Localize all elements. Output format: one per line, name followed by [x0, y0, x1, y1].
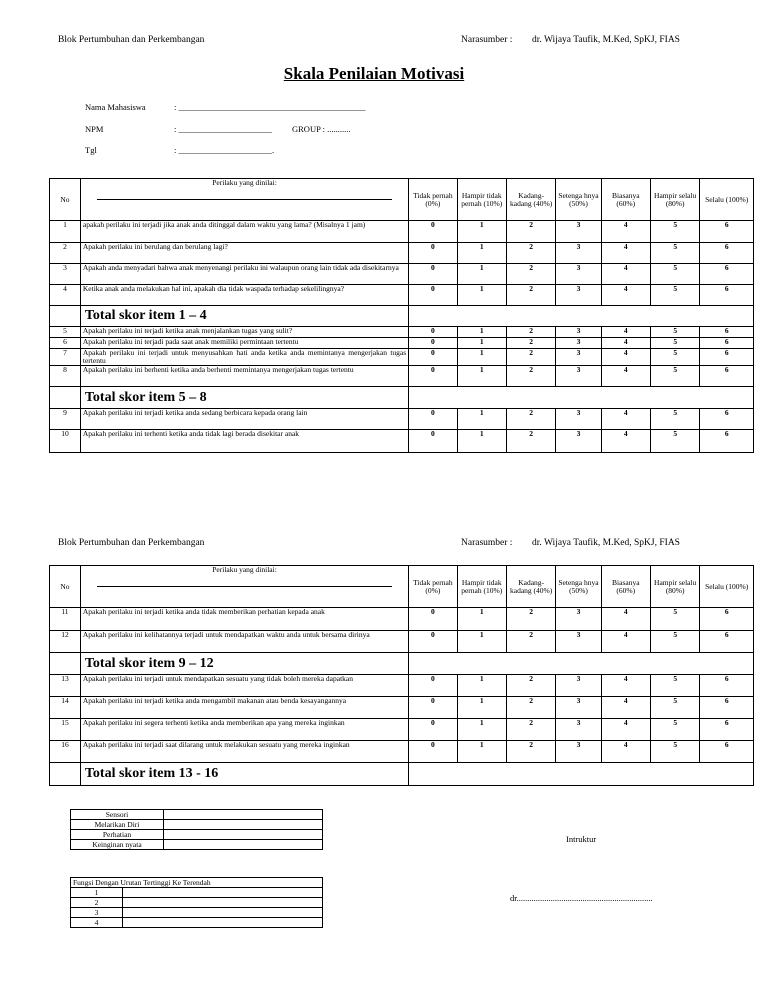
score-option[interactable]: 4 [601, 719, 650, 741]
score-option[interactable]: 4 [601, 264, 650, 285]
score-option[interactable]: 6 [700, 366, 754, 387]
item-no: 4 [50, 285, 81, 306]
item-no: 5 [50, 327, 81, 338]
fungsi-rank: 2 [71, 898, 123, 908]
item-no: 12 [50, 631, 81, 653]
score-option[interactable]: 6 [700, 675, 754, 697]
total-score-cell[interactable] [409, 653, 754, 675]
fungsi-value-cell[interactable] [123, 898, 323, 908]
score-option[interactable]: 1 [457, 741, 506, 763]
question-row [50, 327, 754, 338]
item-no: 7 [50, 349, 81, 366]
fungsi-row [71, 898, 323, 908]
header-col-0: Tidak pernah (0%) [409, 566, 457, 608]
score-option[interactable]: 6 [700, 349, 754, 366]
question-row [50, 264, 754, 285]
score-option[interactable]: 4 [601, 697, 650, 719]
total-label: Total skor item 13 - 16 [80, 763, 408, 786]
summary-label: Melarikan Diri [71, 820, 164, 830]
fungsi-title-row [71, 878, 323, 888]
header-col-6: Selalu (100%) [700, 566, 754, 608]
header-col-3: Setenga hnya (50%) [556, 566, 601, 608]
item-question: Apakah anda menyadari bahwa anak menyenangi perilaku ini walaupun orang lain tidak ada disekitarnya [80, 264, 408, 285]
score-option[interactable]: 4 [601, 631, 650, 653]
item-question: Apakah perilaku ini segera terhenti ketika anda memberikan apa yang mereka inginkan [80, 719, 408, 741]
group-field[interactable]: GROUP : ........... [292, 124, 351, 134]
item-no: 1 [50, 221, 81, 243]
signature-line[interactable]: dr................................................................ [510, 893, 653, 903]
score-option[interactable]: 6 [700, 741, 754, 763]
question-row [50, 338, 754, 349]
question-row [50, 719, 754, 741]
fungsi-row [71, 908, 323, 918]
score-option[interactable]: 6 [700, 631, 754, 653]
score-option[interactable]: 5 [651, 327, 700, 338]
header-col-4: Biasanya (60%) [601, 179, 650, 221]
score-option[interactable]: 2 [506, 741, 555, 763]
score-option[interactable]: 5 [651, 430, 700, 453]
score-option[interactable]: 1 [457, 349, 506, 366]
header-perilaku-text: Perilaku yang dinilai: [212, 565, 277, 574]
score-option[interactable]: 1 [457, 338, 506, 349]
question-row [50, 221, 754, 243]
score-option[interactable]: 2 [506, 366, 555, 387]
score-option[interactable]: 4 [601, 327, 650, 338]
score-option[interactable]: 3 [556, 327, 601, 338]
score-option[interactable]: 4 [601, 243, 650, 264]
header-col-3: Setenga hnya (50%) [556, 179, 601, 221]
table-header-row [50, 179, 754, 221]
score-option[interactable]: 2 [506, 243, 555, 264]
score-option[interactable]: 0 [409, 631, 457, 653]
nama-field[interactable]: : ____________________________________________ [174, 102, 366, 112]
total-score-cell[interactable] [409, 387, 754, 409]
score-option[interactable]: 4 [601, 741, 650, 763]
question-row [50, 741, 754, 763]
score-option[interactable]: 0 [409, 430, 457, 453]
score-option[interactable]: 6 [700, 430, 754, 453]
score-option[interactable]: 1 [457, 264, 506, 285]
score-option[interactable]: 5 [651, 221, 700, 243]
question-row [50, 349, 754, 366]
summary-value-cell[interactable] [164, 830, 323, 840]
score-option[interactable]: 0 [409, 349, 457, 366]
total-row [50, 387, 754, 409]
score-option[interactable]: 5 [651, 631, 700, 653]
fungsi-value-cell[interactable] [123, 918, 323, 928]
score-option[interactable]: 3 [556, 608, 601, 631]
score-option[interactable]: 3 [556, 697, 601, 719]
fungsi-value-cell[interactable] [123, 888, 323, 898]
score-option[interactable]: 2 [506, 221, 555, 243]
fungsi-value-cell[interactable] [123, 908, 323, 918]
header-left-2: Blok Pertumbuhan dan Perkembangan [58, 538, 205, 548]
header-col-6: Selalu (100%) [700, 179, 754, 221]
score-option[interactable]: 5 [651, 338, 700, 349]
score-option[interactable]: 5 [651, 719, 700, 741]
score-option[interactable]: 3 [556, 349, 601, 366]
question-row [50, 430, 754, 453]
score-option[interactable]: 3 [556, 409, 601, 430]
item-no: 6 [50, 338, 81, 349]
header-right-name-2: dr. Wijaya Taufik, M.Ked, SpKJ, FIAS [532, 538, 680, 548]
total-row [50, 763, 754, 786]
summary-label: Keinginan nyata [71, 840, 164, 850]
item-question: apakah perilaku ini terjadi jika anak anda ditinggal dalam waktu yang lama? (Misalnya 1 jam) [80, 221, 408, 243]
fungsi-title: Fungsi Dengan Urutan Tertinggi Ke Terendah [71, 878, 323, 888]
summary-value-cell[interactable] [164, 840, 323, 850]
score-option[interactable]: 2 [506, 327, 555, 338]
summary-row [71, 810, 323, 820]
score-option[interactable]: 0 [409, 697, 457, 719]
item-question: Apakah perilaku ini terjadi ketika anak menjalankan tugas yang sulit? [80, 327, 408, 338]
score-option[interactable]: 1 [457, 409, 506, 430]
header-perilaku [80, 179, 408, 221]
score-option[interactable]: 2 [506, 719, 555, 741]
total-row [50, 306, 754, 327]
fungsi-rank: 4 [71, 918, 123, 928]
score-option[interactable]: 2 [506, 264, 555, 285]
header-col-4: Biasanya (60%) [601, 566, 650, 608]
header-col-1: Hampir tidak pernah (10%) [457, 179, 506, 221]
nama-label: Nama Mahasiswa [85, 102, 146, 112]
header-perilaku-text: Perilaku yang dinilai: [212, 178, 277, 187]
item-question: Apakah perilaku ini berulang dan berulang lagi? [80, 243, 408, 264]
header-right-label: Narasumber : [461, 35, 513, 45]
score-option[interactable]: 6 [700, 327, 754, 338]
question-row [50, 243, 754, 264]
summary-row [71, 840, 323, 850]
score-option[interactable]: 1 [457, 327, 506, 338]
score-option[interactable]: 4 [601, 221, 650, 243]
item-no: 2 [50, 243, 81, 264]
npm-field[interactable]: : ______________________ [174, 124, 272, 134]
score-option[interactable]: 0 [409, 243, 457, 264]
item-question: Apakah perilaku ini terhenti ketika anda tidak lagi berada disekitar anak [80, 430, 408, 453]
score-option[interactable]: 0 [409, 285, 457, 306]
score-option[interactable]: 5 [651, 608, 700, 631]
score-option[interactable]: 5 [651, 675, 700, 697]
total-label: Total skor item 1 – 4 [80, 306, 408, 327]
header-col-2: Kadang-kadang (40%) [506, 566, 555, 608]
score-option[interactable]: 2 [506, 675, 555, 697]
item-question: Apakah perilaku ini berhenti ketika anda berhenti memintanya mengerjakan tugas tertentu [80, 366, 408, 387]
score-option[interactable]: 1 [457, 366, 506, 387]
score-option[interactable]: 3 [556, 631, 601, 653]
score-option[interactable]: 6 [700, 243, 754, 264]
table-header-row [50, 566, 754, 608]
total-label: Total skor item 5 – 8 [80, 387, 408, 409]
header-right-label-2: Narasumber : [461, 538, 513, 548]
fungsi-row [71, 918, 323, 928]
item-question: Apakah perilaku ini terjadi untuk menyusahkan hati anda ketika anda memintanya mengerjakan tugas tertentu [80, 349, 408, 366]
score-option[interactable]: 2 [506, 631, 555, 653]
score-option[interactable]: 1 [457, 719, 506, 741]
item-no: 10 [50, 430, 81, 453]
score-option[interactable]: 2 [506, 608, 555, 631]
item-no: 9 [50, 409, 81, 430]
total-label: Total skor item 9 – 12 [80, 653, 408, 675]
score-option[interactable]: 5 [651, 741, 700, 763]
item-question: Apakah perilaku ini terjadi pada saat anak memiliki permintaan tertentu [80, 338, 408, 349]
score-option[interactable]: 6 [700, 285, 754, 306]
score-option[interactable]: 0 [409, 608, 457, 631]
header-right-name: dr. Wijaya Taufik, M.Ked, SpKJ, FIAS [532, 35, 680, 45]
signature-label: Intruktur [566, 834, 597, 844]
total-score-cell[interactable] [409, 763, 754, 786]
item-question: Apakah perilaku ini terjadi ketika anda mengambil makanan atau benda kesayangannya [80, 697, 408, 719]
score-option[interactable]: 6 [700, 697, 754, 719]
score-option[interactable]: 0 [409, 741, 457, 763]
item-question: Apakah perilaku ini terjadi untuk mendapatkan sesuatu yang tidak boleh mereka dapatkan [80, 675, 408, 697]
score-option[interactable]: 4 [601, 430, 650, 453]
fungsi-rank: 3 [71, 908, 123, 918]
score-option[interactable]: 2 [506, 409, 555, 430]
total-row [50, 653, 754, 675]
score-option[interactable]: 3 [556, 243, 601, 264]
score-option[interactable]: 6 [700, 409, 754, 430]
item-question: Ketika anak anda melakukan hal ini, apakah dia tidak waspada terhadap sekelilingnya? [80, 285, 408, 306]
item-no: 16 [50, 741, 81, 763]
item-no: 15 [50, 719, 81, 741]
score-option[interactable]: 2 [506, 349, 555, 366]
summary-label: Sensori [71, 810, 164, 820]
score-option[interactable]: 5 [651, 264, 700, 285]
fungsi-table [70, 877, 323, 928]
score-option[interactable]: 2 [506, 697, 555, 719]
tgl-label: Tgl [85, 145, 97, 155]
summary-value-cell[interactable] [164, 810, 323, 820]
score-option[interactable]: 4 [601, 285, 650, 306]
score-option[interactable]: 0 [409, 338, 457, 349]
summary-row [71, 830, 323, 840]
score-option[interactable]: 4 [601, 366, 650, 387]
score-option[interactable]: 0 [409, 366, 457, 387]
item-no: 8 [50, 366, 81, 387]
question-row [50, 675, 754, 697]
score-option[interactable]: 6 [700, 608, 754, 631]
summary-label: Perhatian [71, 830, 164, 840]
item-question: Apakah perilaku ini terjadi saat dilarang untuk melakukan sesuatu yang mereka inginkan [80, 741, 408, 763]
score-option[interactable]: 2 [506, 430, 555, 453]
header-left: Blok Pertumbuhan dan Perkembangan [58, 35, 205, 45]
tgl-field[interactable]: : ______________________. [174, 145, 275, 155]
question-row [50, 285, 754, 306]
score-option[interactable]: 5 [651, 409, 700, 430]
summary-table [70, 809, 323, 850]
fungsi-rank: 1 [71, 888, 123, 898]
score-option[interactable]: 3 [556, 719, 601, 741]
score-option[interactable]: 3 [556, 366, 601, 387]
score-option[interactable]: 4 [601, 409, 650, 430]
question-row [50, 631, 754, 653]
score-option[interactable]: 1 [457, 430, 506, 453]
score-option[interactable]: 1 [457, 697, 506, 719]
rating-table-1 [49, 178, 754, 453]
score-option[interactable]: 0 [409, 327, 457, 338]
item-question: Apakah perilaku ini kelihatannya terjadi untuk mendapatkan waktu anda untuk bersama dirinya [80, 631, 408, 653]
score-option[interactable]: 1 [457, 243, 506, 264]
score-option[interactable]: 1 [457, 631, 506, 653]
score-option[interactable]: 0 [409, 675, 457, 697]
score-option[interactable]: 1 [457, 285, 506, 306]
score-option[interactable]: 3 [556, 741, 601, 763]
score-option[interactable]: 1 [457, 608, 506, 631]
page-title: Skala Penilaian Motivasi [283, 64, 465, 83]
score-option[interactable]: 2 [506, 285, 555, 306]
item-no: 13 [50, 675, 81, 697]
fungsi-row [71, 888, 323, 898]
header-col-2: Kadang-kadang (40%) [506, 179, 555, 221]
score-option[interactable]: 6 [700, 719, 754, 741]
question-row [50, 697, 754, 719]
score-option[interactable]: 4 [601, 338, 650, 349]
score-option[interactable]: 4 [601, 608, 650, 631]
score-option[interactable]: 3 [556, 338, 601, 349]
header-perilaku [80, 566, 408, 608]
score-option[interactable]: 3 [556, 430, 601, 453]
score-option[interactable]: 6 [700, 264, 754, 285]
score-option[interactable]: 0 [409, 264, 457, 285]
score-option[interactable]: 4 [601, 349, 650, 366]
summary-value-cell[interactable] [164, 820, 323, 830]
score-option[interactable]: 0 [409, 409, 457, 430]
score-option[interactable]: 5 [651, 697, 700, 719]
rating-table-2 [49, 565, 754, 786]
score-option[interactable]: 3 [556, 264, 601, 285]
header-no: No [50, 179, 81, 221]
score-option[interactable]: 1 [457, 675, 506, 697]
item-no: 11 [50, 608, 81, 631]
score-option[interactable]: 2 [506, 338, 555, 349]
item-no: 3 [50, 264, 81, 285]
score-option[interactable]: 3 [556, 285, 601, 306]
item-question: Apakah perilaku ini terjadi ketika anda sedang berbicara kepada orang lain [80, 409, 408, 430]
score-option[interactable]: 6 [700, 221, 754, 243]
score-option[interactable]: 5 [651, 243, 700, 264]
score-option[interactable]: 4 [601, 675, 650, 697]
score-option[interactable]: 5 [651, 366, 700, 387]
npm-label: NPM [85, 124, 104, 134]
header-no: No [50, 566, 81, 608]
score-option[interactable]: 6 [700, 338, 754, 349]
summary-row [71, 820, 323, 830]
header-col-5: Hampir selalu (80%) [651, 566, 700, 608]
score-option[interactable]: 5 [651, 349, 700, 366]
question-row [50, 608, 754, 631]
item-no: 14 [50, 697, 81, 719]
score-option[interactable]: 3 [556, 675, 601, 697]
score-option[interactable]: 0 [409, 221, 457, 243]
total-score-cell[interactable] [409, 306, 754, 327]
question-row [50, 409, 754, 430]
score-option[interactable]: 0 [409, 719, 457, 741]
header-col-1: Hampir tidak pernah (10%) [457, 566, 506, 608]
score-option[interactable]: 3 [556, 221, 601, 243]
item-question: Apakah perilaku ini terjadi ketika anda tidak memberikan perhatian kepada anak [80, 608, 408, 631]
question-row [50, 366, 754, 387]
score-option[interactable]: 1 [457, 221, 506, 243]
header-col-0: Tidak pernah (0%) [409, 179, 457, 221]
score-option[interactable]: 5 [651, 285, 700, 306]
header-col-5: Hampir selalu (80%) [651, 179, 700, 221]
